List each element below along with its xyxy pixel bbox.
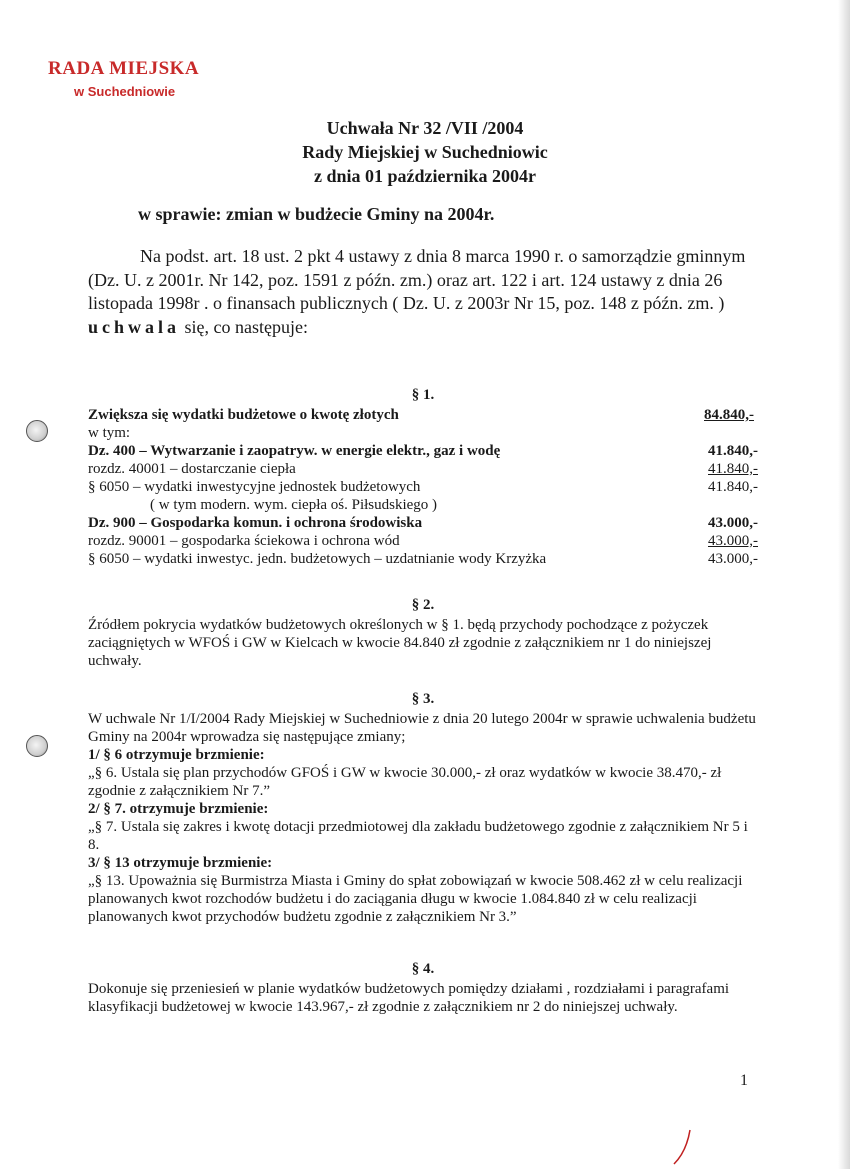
pen-mark-icon: [672, 1128, 696, 1168]
p6050a-label: § 6050 – wydatki inwestycyjne jednostek budżetowych: [88, 479, 421, 495]
total-increase-row: [88, 406, 758, 424]
section-4: [88, 960, 758, 1016]
p6050a-note: ( w tym modern. wym. ciepła oś. Piłsudskiego ): [150, 497, 438, 513]
section-3-intro: W uchwale Nr 1/I/2004 Rady Miejskiej w Suchedniowie z dnia 20 lutego 2004r w sprawie uchwalenia budżetu Gminy na 2004r wprowadza się następujące zmiany;: [88, 711, 756, 745]
section-2-title: § 2.: [411, 597, 435, 613]
dz400-label: Dz. 400 – Wytwarzanie i zaopatryw. w energie elektr., gaz i wodę: [88, 443, 501, 459]
section-1-title: § 1.: [411, 387, 435, 403]
section-1: [88, 386, 758, 568]
punch-hole-top-icon: [26, 420, 48, 442]
dz900-row: [88, 514, 758, 532]
resolution-header: [0, 116, 850, 188]
w-tym-label: w tym:: [88, 425, 131, 441]
r90001-label: rozdz. 90001 – gospodarka ściekowa i ochrona wód: [88, 533, 400, 549]
stamp-line2: w Suchedniowie: [74, 84, 176, 99]
council-stamp: [48, 58, 199, 99]
section-4-text: Dokonuje się przeniesień w planie wydatków budżetowych pomiędzy działami , rozdziałami i paragrafami klasyfikacji budżetowej w kwocie 143.967,- zł zgodnie z załącznikiem nr 2 do niniejszej uchwały.: [88, 981, 730, 1015]
change-3-heading: 3/ § 13 otrzymuje brzmienie:: [88, 855, 273, 871]
dz400-row: [88, 442, 758, 460]
total-increase-label: Zwiększa się wydatki budżetowe o kwotę złotych: [88, 407, 399, 423]
p6050a-row: [88, 478, 758, 496]
change-2-text: „§ 7. Ustala się zakres i kwotę dotacji przedmiotowej dla zakładu budżetowego zgodnie z załącznikiem Nr 5 i 8.: [88, 819, 748, 853]
section-3-title: § 3.: [411, 691, 435, 707]
p6050b-row: [88, 550, 758, 568]
change-3-text: „§ 13. Upoważnia się Burmistrza Miasta i Gminy do spłat zobowiązań w kwocie 508.462 zł w celu realizacji planowanych kwot rozchodów budżetu i do zaciągania długu w kwocie 1.084.840 zł w celu realizacji planowanych kwot przychodów budżetu zgodnie z załącznikiem Nr 3.”: [88, 873, 743, 925]
page-number: 1: [740, 1072, 748, 1089]
section-2: [88, 596, 758, 670]
change-2-heading: 2/ § 7. otrzymuje brzmienie:: [88, 801, 269, 817]
change-1-text: „§ 6. Ustala się plan przychodów GFOŚ i GW w kwocie 30.000,- zł oraz wydatków w kwocie 38.470,- zł zgodnie z załącznikiem Nr 7.”: [88, 765, 722, 799]
subject-line: w sprawie: zmian w budżecie Gminy na 2004r.: [138, 204, 495, 224]
r90001-row: [88, 532, 758, 550]
section-3: [88, 690, 758, 926]
legal-basis-text: Na podst. art. 18 ust. 2 pkt 4 ustawy z dnia 8 marca 1990 r. o samorządzie gminnym (Dz. U. z 2001r. Nr 142, poz. 1591 z późn. zm.) oraz art. 122 i art. 124 ustawy z dnia 26 listopada 1998r . o finansach publicznych ( Dz. U. z 2003r Nr 15, poz. 148 z późn. zm. ): [88, 246, 746, 313]
p6050a-amount: 41.840,-: [708, 479, 758, 495]
p6050b-amount: 43.000,-: [708, 551, 758, 567]
stamp-line1: RADA MIEJSKA: [48, 58, 200, 79]
change-1-heading: 1/ § 6 otrzymuje brzmienie:: [88, 747, 265, 763]
legal-basis: [88, 245, 758, 339]
r40001-amount: 41.840,-: [708, 461, 758, 477]
resolves-word: uchwala: [88, 316, 181, 337]
p6050b-label: § 6050 – wydatki inwestyc. jedn. budżetowych – uzdatnianie wody Krzyżka: [88, 551, 547, 567]
r90001-amount: 43.000,-: [708, 533, 758, 549]
section-2-text: Źródłem pokrycia wydatków budżetowych określonych w § 1. będą przychody pochodzące z pożyczek zaciągniętych w WFOŚ i GW w Kielcach w kwocie 84.840 zł zgodnie z załącznikiem nr 1 do niniejszej uchwały.: [88, 617, 712, 669]
header-line3: z dnia 01 października 2004r: [313, 166, 536, 186]
dz900-amount: 43.000,-: [708, 515, 758, 531]
total-increase-amount: 84.840,-: [704, 407, 754, 423]
legal-basis-tail: się, co następuje:: [180, 316, 308, 337]
header-line1: Uchwała Nr 32 /VII /2004: [326, 118, 524, 138]
dz900-label: Dz. 900 – Gospodarka komun. i ochrona środowiska: [88, 515, 423, 531]
dz400-amount: 41.840,-: [708, 443, 758, 459]
r40001-row: [88, 460, 758, 478]
section-4-title: § 4.: [411, 961, 435, 977]
header-line2: Rady Miejskiej w Suchedniowic: [302, 142, 548, 162]
punch-hole-bottom-icon: [26, 735, 48, 757]
r40001-label: rozdz. 40001 – dostarczanie ciepła: [88, 461, 296, 477]
